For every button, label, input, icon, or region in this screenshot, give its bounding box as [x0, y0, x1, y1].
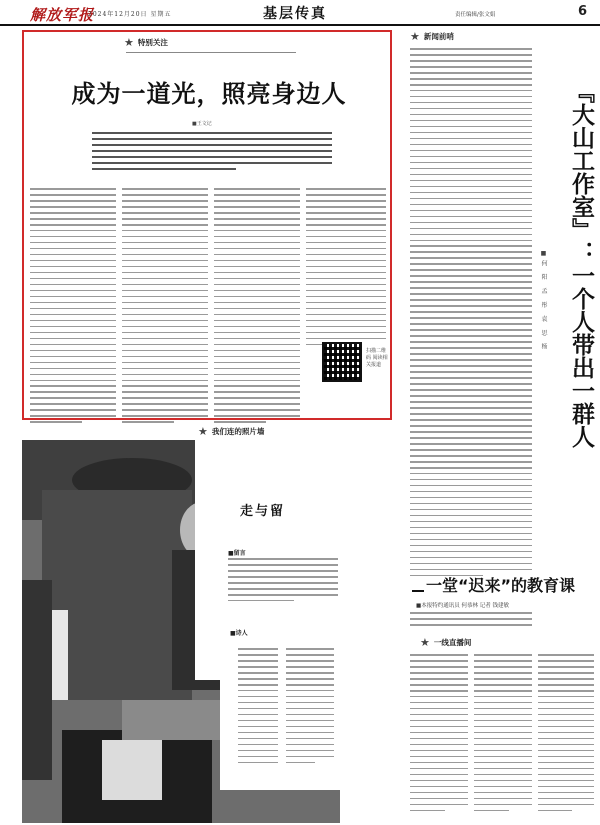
photo-wall-tag-label: 我们连的照片墙 [211, 427, 265, 436]
responsible-editor: 责任编辑/张文娟 [455, 12, 496, 18]
article-body-column [122, 188, 208, 427]
news-headline: 『大山工作室』：一个人带出一群人 [568, 80, 594, 448]
qr-caption: 扫描二维码 阅读相关报道 [366, 348, 388, 368]
feature-byline: ■王文记 [192, 121, 212, 127]
newspaper-logo: 解放军报 [30, 6, 95, 24]
frontline-body-column [538, 654, 594, 816]
article-body-column [214, 188, 300, 427]
news-tag [410, 30, 454, 43]
education-headline: 一堂“迟来”的教育课 [426, 576, 576, 595]
education-byline: ■本报特约通讯员 何恭林 记者 钱建敏 [416, 603, 509, 609]
poem-body [238, 648, 278, 768]
caption-body [228, 558, 338, 606]
qr-code-block[interactable] [322, 342, 394, 400]
masthead [0, 0, 600, 26]
photo-title: 走与留 [240, 504, 286, 519]
editor-note [92, 132, 332, 178]
photo-wall-tag [198, 425, 264, 438]
star-icon: ★ [124, 36, 134, 49]
education-body-column [410, 612, 532, 630]
news-tag-label: 新闻前哨 [423, 32, 454, 41]
featured-article[interactable] [22, 30, 392, 420]
feature-headline: 成为一道光，照亮身边人 [71, 80, 347, 108]
frontline-tag [420, 636, 471, 649]
star-icon: ★ [410, 30, 420, 43]
qr-code-icon[interactable] [322, 342, 362, 382]
star-icon: ★ [420, 636, 430, 649]
article-body-column [306, 188, 386, 350]
poem-panel [220, 640, 342, 790]
divider [412, 590, 424, 592]
news-byline: ■何 阳 孟 彤 袁 思 杨 [540, 250, 547, 353]
poem-tag: ■诗人 [230, 630, 248, 637]
divider [126, 52, 296, 53]
section-title: 基层传真 [263, 6, 327, 22]
feature-tag [124, 36, 168, 49]
star-icon: ★ [198, 425, 208, 438]
frontline-body-column [410, 654, 468, 816]
frontline-body-column [474, 654, 532, 816]
issue-date: 2024年12月20日 星期五 [88, 11, 172, 18]
page-number: 6 [578, 4, 588, 19]
feature-tag-label: 特别关注 [137, 38, 168, 47]
frontline-tag-label: 一线直播间 [433, 638, 472, 647]
news-body-column [410, 48, 532, 581]
article-body-column [30, 188, 116, 427]
caption-tag: ■留言 [228, 550, 246, 557]
poem-body [286, 648, 334, 768]
